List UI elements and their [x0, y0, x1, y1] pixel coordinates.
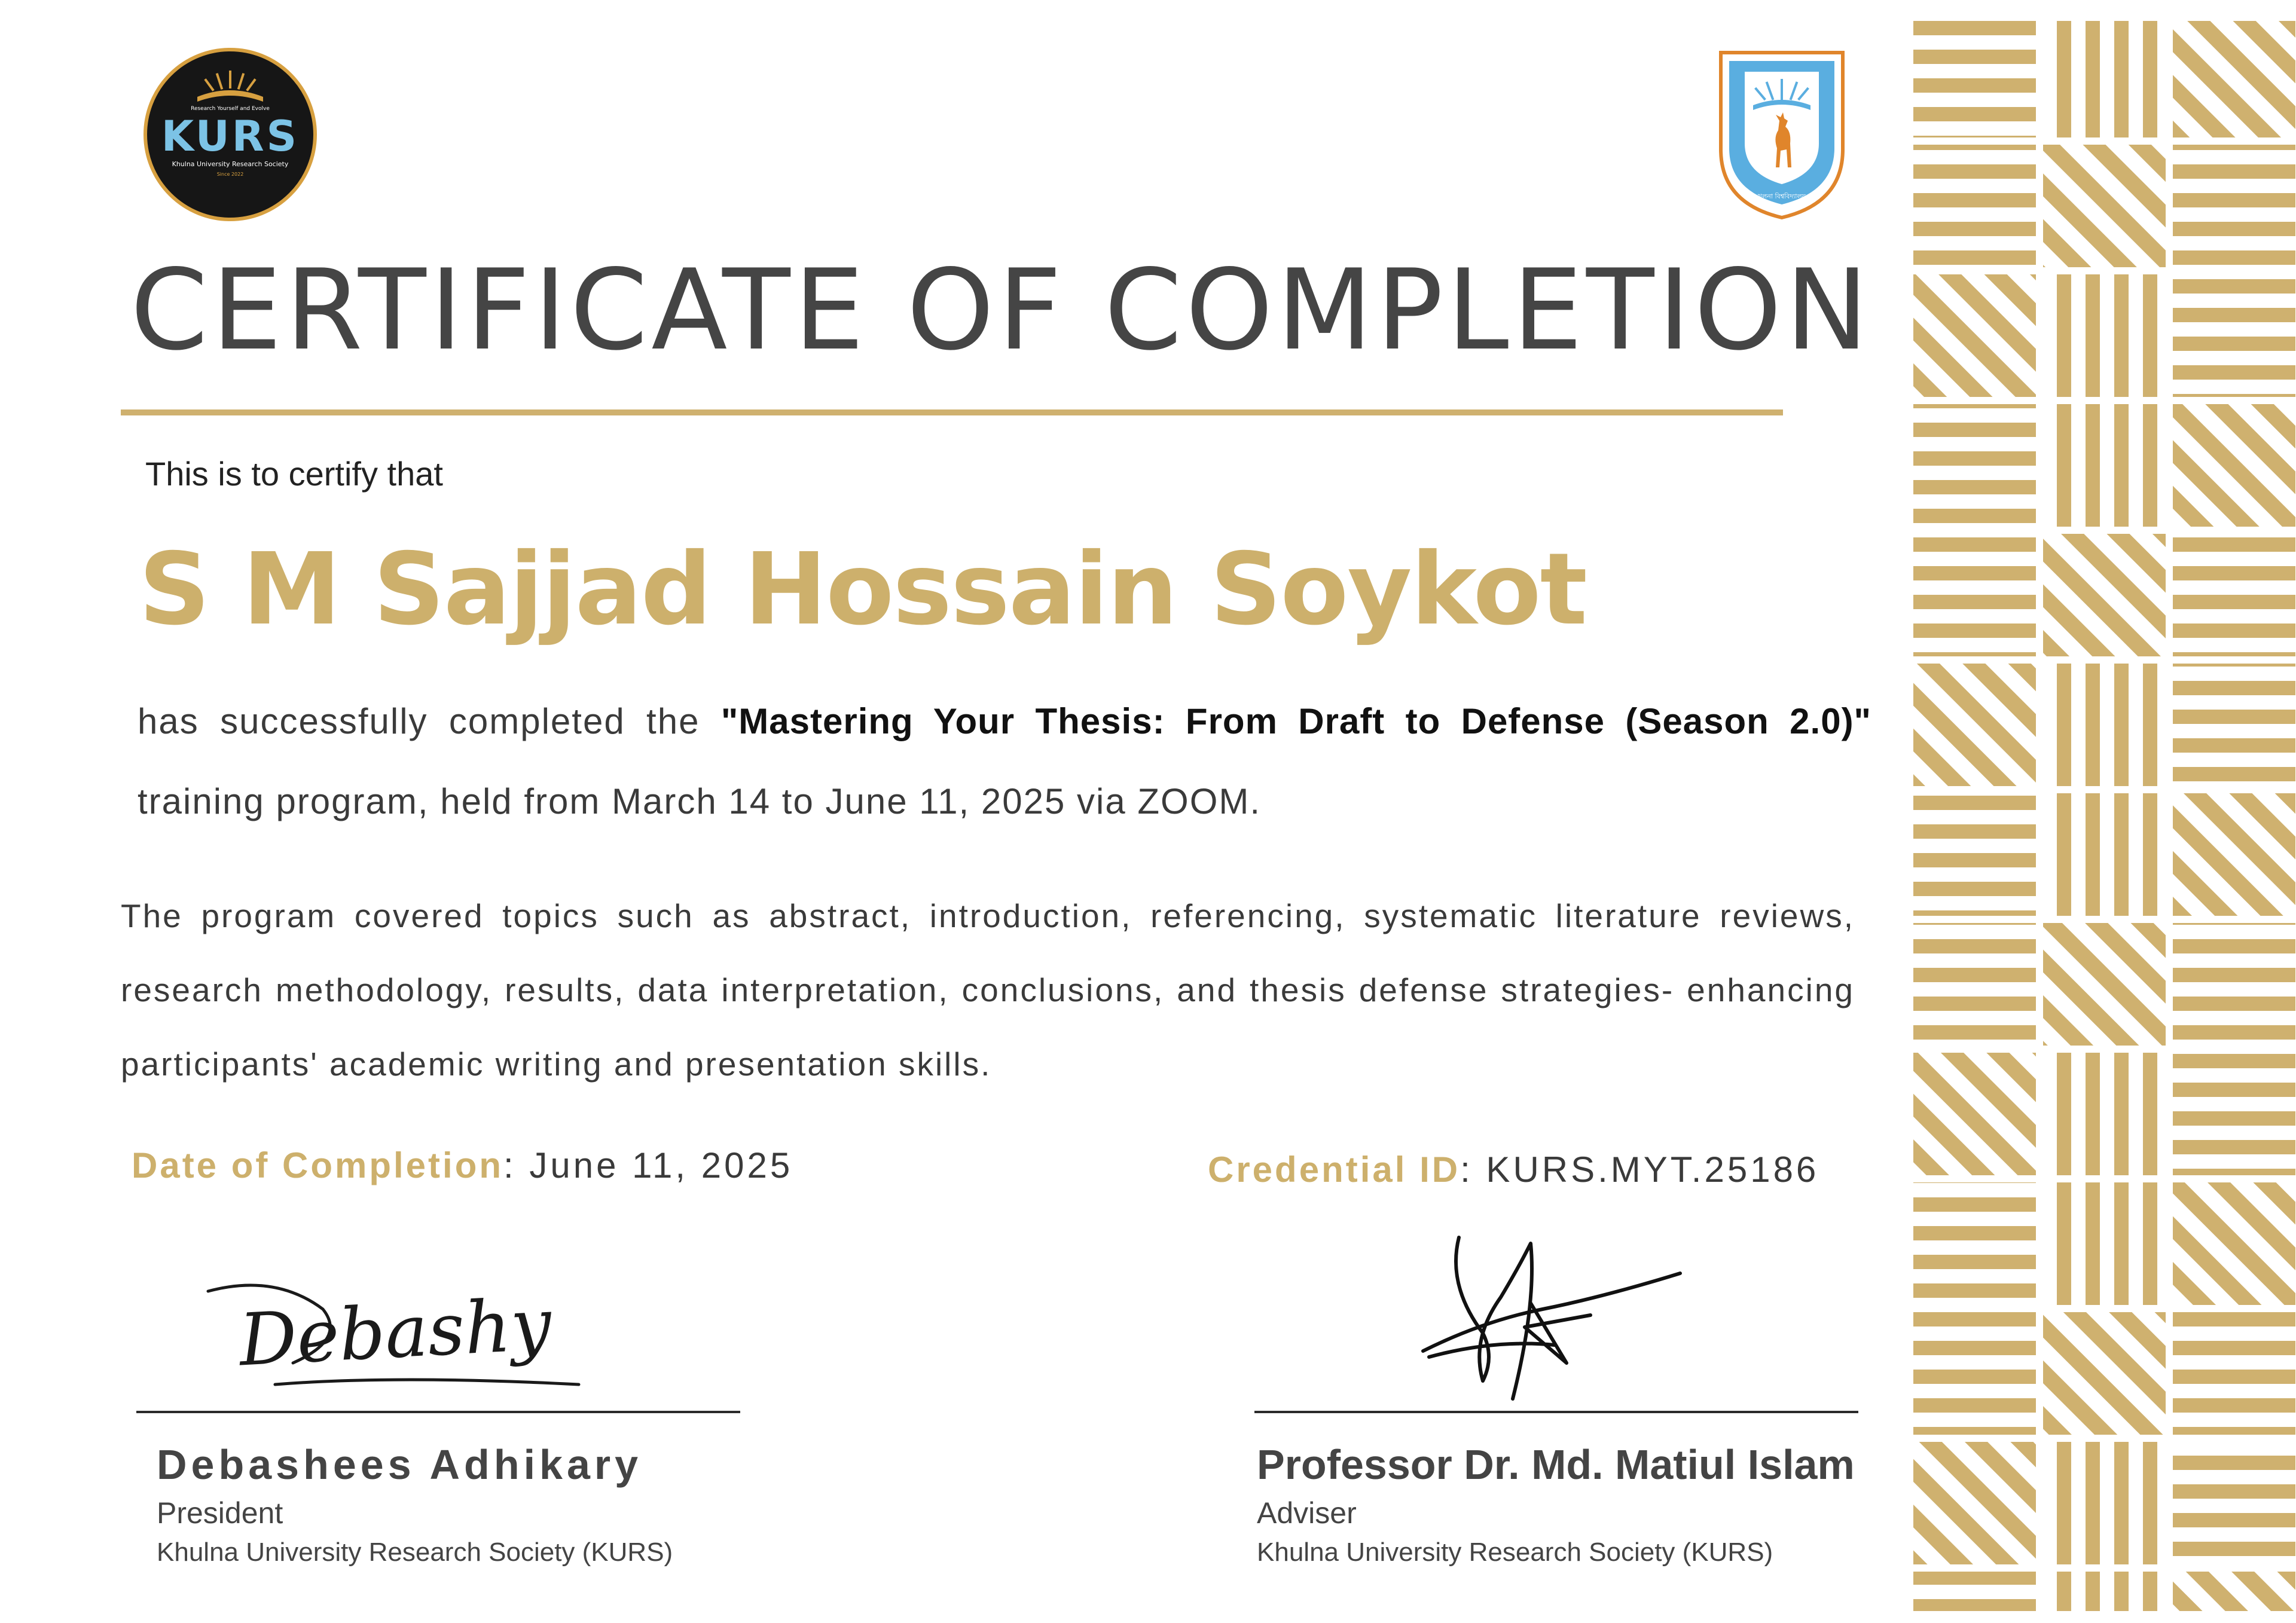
- pattern-tile: [1913, 664, 2036, 786]
- kurs-since: Since 2022: [216, 172, 244, 177]
- credential-value: : KURS.MYT.25186: [1460, 1150, 1819, 1190]
- signer-name: Professor Dr. Md. Matiul Islam: [1257, 1441, 1855, 1488]
- pattern-tile: [1913, 1053, 2036, 1175]
- date-label: Date of Completion: [132, 1145, 503, 1185]
- pattern-tile: [2173, 1053, 2295, 1175]
- program-topics: The program covered topics such as abstract, introduction, referencing, systematic literature reviews, research methodology, results, data interpretation, conclusions, and thesis defense strategies- enhancing participants' academic writing and presentation skills.: [121, 897, 1855, 1083]
- pattern-tile: [2043, 1572, 2166, 1611]
- kurs-logo: [144, 48, 317, 221]
- pattern-tile: [1913, 1442, 2036, 1564]
- pattern-tile: [1913, 1182, 2036, 1305]
- pattern-tile: [1913, 793, 2036, 916]
- pattern-tile: [2173, 1572, 2295, 1611]
- recipient-name: S M Sajjad Hossain Soykot: [139, 532, 1586, 647]
- pattern-tile: [2043, 534, 2166, 656]
- pattern-tile: [2173, 1312, 2295, 1435]
- signer-role: President: [157, 1496, 283, 1530]
- signature-debashees: [203, 1267, 586, 1399]
- decorative-pattern: [1913, 21, 2296, 1611]
- signer-role: Adviser: [1257, 1496, 1357, 1530]
- completion-prefix: has successfully completed the: [138, 701, 721, 741]
- signer-organization: Khulna University Research Society (KURS): [1257, 1538, 1773, 1567]
- title-divider: [121, 409, 1783, 415]
- pattern-tile: [2173, 793, 2295, 916]
- pattern-tile: [2043, 1312, 2166, 1435]
- kurs-wordmark: KURS: [161, 112, 300, 161]
- kurs-tagline: Research Yourself and Evolve: [191, 106, 270, 112]
- pattern-tile: [2043, 923, 2166, 1046]
- pattern-tile: [2043, 274, 2166, 397]
- pattern-tile: [2043, 1442, 2166, 1564]
- pattern-tile: [2043, 1182, 2166, 1305]
- pattern-tiles: [1913, 21, 2295, 1611]
- completion-suffix: training program, held from March 14 to June 11, 2025 via ZOOM.: [138, 781, 1262, 821]
- program-title: "Mastering Your Thesis: From Draft to Defense (Season 2.0)": [720, 701, 1871, 741]
- pattern-tile: [1913, 21, 2036, 137]
- pattern-tile: [1913, 923, 2036, 1046]
- signature-line: [136, 1411, 740, 1413]
- pattern-tile: [2043, 1053, 2166, 1175]
- pattern-tile: [1913, 1572, 2036, 1611]
- pattern-tile: [2173, 1182, 2295, 1305]
- pattern-tile: [2173, 664, 2295, 786]
- kurs-org: Khulna University Research Society: [172, 160, 289, 168]
- pattern-tile: [1913, 404, 2036, 527]
- pattern-tile: [2043, 21, 2166, 137]
- pattern-tile: [2173, 534, 2295, 656]
- signature-text: Debashy: [237, 1283, 554, 1383]
- pattern-tile: [2043, 664, 2166, 786]
- pattern-tile: [2043, 145, 2166, 267]
- pattern-tile: [2173, 404, 2295, 527]
- date-value: : June 11, 2025: [503, 1145, 793, 1185]
- certificate-title: CERTIFICATE OF COMPLETION: [130, 245, 1872, 375]
- completion-statement: [138, 681, 1871, 842]
- signer-organization: Khulna University Research Society (KURS): [157, 1538, 673, 1567]
- pattern-tile: [2173, 21, 2295, 137]
- pattern-tile: [2173, 1442, 2295, 1564]
- signature-line: [1254, 1411, 1858, 1413]
- date-of-completion: [132, 1145, 793, 1186]
- signature-matiul: [1411, 1231, 1686, 1411]
- pattern-tile: [1913, 145, 2036, 267]
- pattern-tile: [1913, 534, 2036, 656]
- credential-id: [1208, 1149, 1819, 1190]
- pattern-tile: [1913, 274, 2036, 397]
- pattern-tile: [2043, 793, 2166, 916]
- pattern-tile: [1913, 1312, 2036, 1435]
- pattern-tile: [2173, 145, 2295, 267]
- pattern-tile: [2173, 274, 2295, 397]
- pattern-tile: [2173, 923, 2295, 1046]
- seal-text: খুলনা বিশ্ববিদ্যালয়: [1757, 192, 1806, 200]
- signer-name: Debashees Adhikary: [157, 1441, 643, 1488]
- khulna-university-seal: [1716, 48, 1848, 221]
- pattern-tile: [2043, 404, 2166, 527]
- credential-label: Credential ID: [1208, 1150, 1461, 1190]
- certify-intro: This is to certify that: [145, 455, 443, 493]
